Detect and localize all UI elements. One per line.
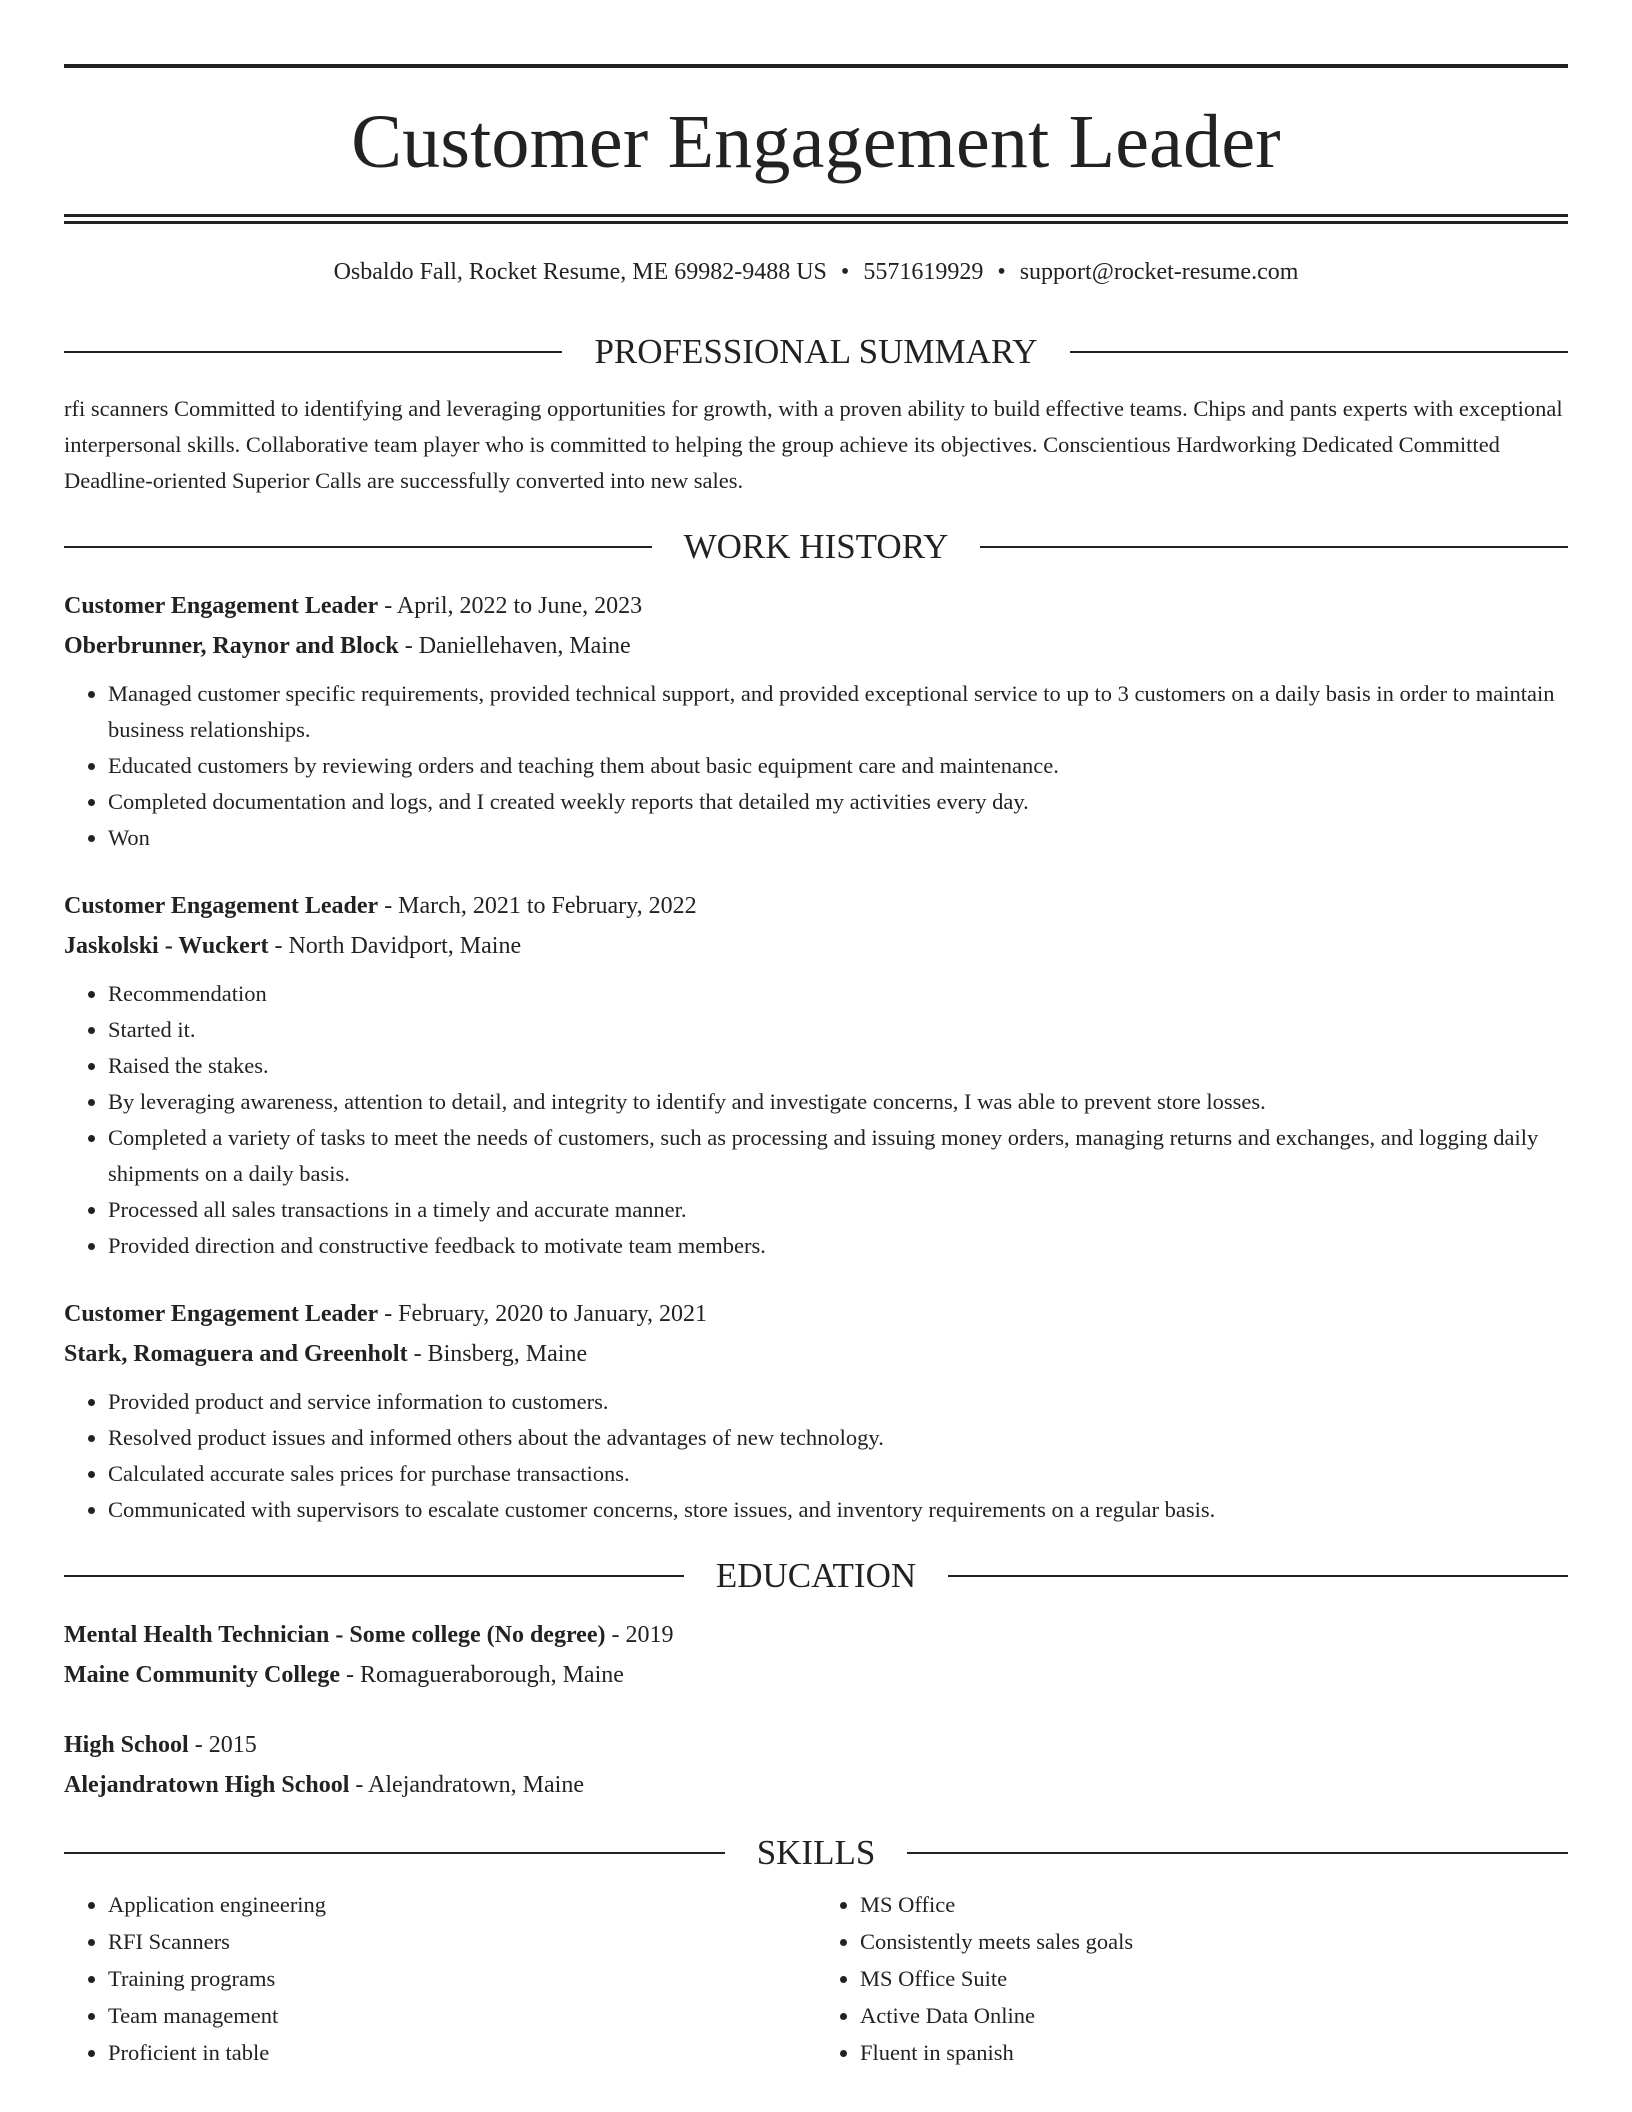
contact-separator: •: [840, 259, 850, 285]
education-entry: [64, 1615, 1568, 1695]
education-list: [64, 1615, 1568, 1805]
section-heading-skills: [64, 1835, 1568, 1870]
skills-column-left: [64, 1886, 816, 2071]
list-item: • Active Data Online: [860, 1997, 1568, 2034]
list-item: • Completed documentation and logs, and I created weekly reports that detailed my activities every day.: [108, 784, 1568, 820]
job-title-line: [64, 586, 1568, 626]
list-item: • Raised the stakes.: [108, 1048, 1568, 1084]
company-location: - Binsberg, Maine: [407, 1341, 588, 1367]
degree-year: - 2015: [188, 1732, 257, 1758]
school-name: Maine Community College: [64, 1662, 340, 1688]
heading-rule: [64, 351, 562, 353]
heading-rule: [907, 1852, 1568, 1854]
resume-title: Customer Engagement Leader: [351, 100, 1281, 184]
skills-grid: [64, 1886, 1568, 2071]
heading-rule: [948, 1575, 1568, 1577]
company-line: [64, 1334, 1568, 1374]
list-item: • Team management: [108, 1997, 816, 2034]
section-title: SKILLS: [756, 1833, 876, 1872]
list-item: • Training programs: [108, 1960, 816, 1997]
heading-rule: [64, 546, 652, 548]
company-line: [64, 626, 1568, 666]
company-location: - Daniellehaven, Maine: [398, 633, 631, 659]
list-item: • Application engineering: [108, 1886, 816, 1923]
job-bullets: [64, 976, 1568, 1264]
list-item: • Recommendation: [108, 976, 1568, 1012]
job-title: Customer Engagement Leader: [64, 1301, 379, 1327]
section-heading-summary: [64, 334, 1568, 369]
job-dates: - February, 2020 to January, 2021: [378, 1301, 708, 1327]
section-title: PROFESSIONAL SUMMARY: [594, 332, 1038, 371]
heading-rule: [64, 1575, 684, 1577]
section-heading-work: [64, 529, 1568, 564]
list-item: • Calculated accurate sales prices for purchase transactions.: [108, 1456, 1568, 1492]
list-item: • Provided direction and constructive feedback to motivate team members.: [108, 1228, 1568, 1264]
company-name: Stark, Romaguera and Greenholt: [64, 1341, 408, 1367]
job-bullets: [64, 676, 1568, 856]
work-history-list: [64, 586, 1568, 1528]
company-name: Jaskolski - Wuckert: [64, 933, 269, 959]
job-title: Customer Engagement Leader: [64, 893, 379, 919]
title-double-rule: [64, 214, 1568, 224]
list-item: • Processed all sales transactions in a timely and accurate manner.: [108, 1192, 1568, 1228]
degree-name: Mental Health Technician - Some college (No degree): [64, 1622, 606, 1648]
list-item: • Won: [108, 820, 1568, 856]
degree-year: - 2019: [605, 1622, 674, 1648]
list-item: • Completed a variety of tasks to meet the needs of customers, such as processing and issuing money orders, managing returns and exchanges, and logging daily shipments on a daily basis.: [108, 1120, 1568, 1192]
section-heading-education: [64, 1558, 1568, 1593]
contact-address: Osbaldo Fall, Rocket Resume, ME 69982-9488 US: [333, 259, 827, 285]
job-title-line: [64, 886, 1568, 926]
heading-rule: [1070, 351, 1568, 353]
summary-text: rfi scanners Committed to identifying and leveraging opportunities for growth, with a proven ability to build effective teams. Chips and pants experts with exceptional interpersonal skills. Collaborative team player who is committed to helping the group achieve its objectives. Conscientious Hardworking Dedicated Committed Deadline-oriented Superior Calls are successfully converted into new sales.: [64, 396, 1563, 493]
list-item: • Managed customer specific requirements, provided technical support, and provided exceptional service to up to 3 customers on a daily basis in order to maintain business relationships.: [108, 676, 1568, 748]
list-item: • Consistently meets sales goals: [860, 1923, 1568, 1960]
company-name: Oberbrunner, Raynor and Block: [64, 633, 399, 659]
list-item: • Educated customers by reviewing orders and teaching them about basic equipment care and maintenance.: [108, 748, 1568, 784]
list-item: • RFI Scanners: [108, 1923, 816, 1960]
list-item: • MS Office: [860, 1886, 1568, 1923]
contact-separator: •: [997, 259, 1006, 285]
school-name: Alejandratown High School: [64, 1772, 350, 1798]
job-entry: [64, 886, 1568, 1264]
skills-column-right: [816, 1886, 1568, 2071]
school-line: [64, 1655, 1568, 1695]
section-title: WORK HISTORY: [683, 527, 949, 566]
list-item: • Resolved product issues and informed others about the advantages of new technology.: [108, 1420, 1568, 1456]
job-dates: - April, 2022 to June, 2023: [378, 593, 643, 619]
job-title: Customer Engagement Leader: [64, 593, 379, 619]
list-item: • Proficient in table: [108, 2034, 816, 2071]
heading-rule: [980, 546, 1568, 548]
contact-email: support@rocket-resume.com: [1019, 259, 1299, 285]
section-title: EDUCATION: [715, 1556, 917, 1595]
list-item: • Provided product and service information to customers.: [108, 1384, 1568, 1420]
list-item: • Started it.: [108, 1012, 1568, 1048]
list-item: • MS Office Suite: [860, 1960, 1568, 1997]
top-rule: [64, 64, 1568, 68]
company-line: [64, 926, 1568, 966]
list-item: • Communicated with supervisors to escalate customer concerns, store issues, and inventory requirements on a regular basis.: [108, 1492, 1568, 1528]
list-item: • By leveraging awareness, attention to detail, and integrity to identify and investigate concerns, I was able to prevent store losses.: [108, 1084, 1568, 1120]
job-entry: [64, 1294, 1568, 1528]
degree-name: High School: [64, 1732, 189, 1758]
education-entry: [64, 1725, 1568, 1805]
degree-line: [64, 1615, 1568, 1655]
heading-rule: [64, 1852, 725, 1854]
job-entry: [64, 586, 1568, 856]
company-location: - North Davidport, Maine: [268, 933, 522, 959]
job-dates: - March, 2021 to February, 2022: [378, 893, 697, 919]
contact-phone: 5571619929: [863, 259, 984, 285]
list-item: • Fluent in spanish: [860, 2034, 1568, 2071]
job-title-line: [64, 1294, 1568, 1334]
school-line: [64, 1765, 1568, 1805]
school-location: - Alejandratown, Maine: [349, 1772, 584, 1798]
school-location: - Romagueraborough, Maine: [339, 1662, 624, 1688]
degree-line: [64, 1725, 1568, 1765]
contact-line: [64, 260, 1568, 284]
job-bullets: [64, 1384, 1568, 1528]
